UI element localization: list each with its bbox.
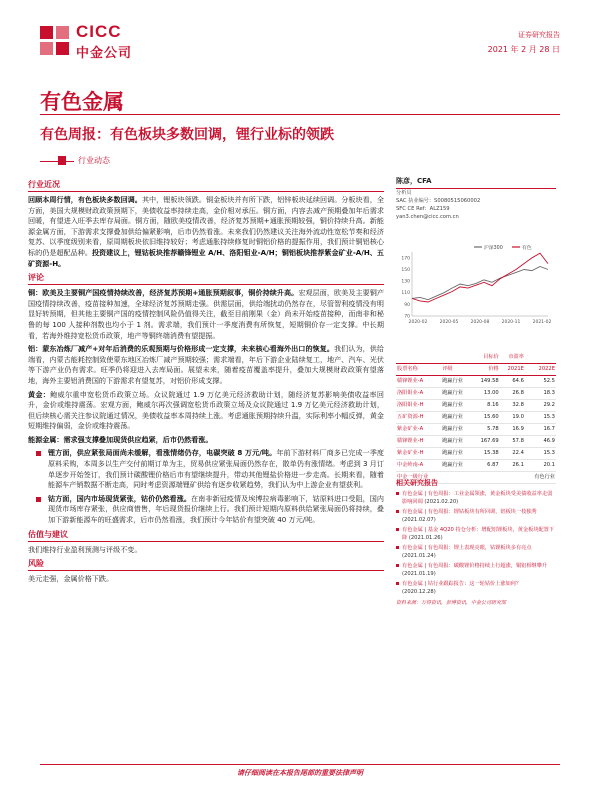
table-cell: 46.9 (525, 436, 556, 448)
analyst-block (396, 176, 556, 221)
table-cell: 6.87 (472, 460, 499, 472)
x-tick-label: 2020-02 (408, 320, 428, 325)
related-heading: 相关研究报告 (396, 479, 438, 487)
analyst-name: 陈彦，CFA (396, 176, 556, 189)
x-tick-label: 2020-11 (501, 320, 521, 325)
recent-paragraph: 回顾本周行情，有色板块多数回调。其中，锂板块领跌。铜金板块并有所下跌，铝锌板块延续回调。分板块看，全方面，美国大规模财政政策预期下，美债收益率持续走高，金价相对承压。铜方面，内容去减产预期叠加年后需求回暖，有望进入旺季去库存局面。铜方面，随欧美疫情改善，经济复苏预期+通胀预期较强，铜价持续升高。新能源金属方面，下游需求支撑叠加供给偏紧影响，后市仍然看涨。未来我们仍然建议关注海外流动性宽松节奏和经济复苏、以季度级别来看，原周期板块依旧维持较好；考虑通胀持续修复时铜铝价格的提振作用，我们预计铜铝核心标的仍是超配品种。投资建议上，锂钴板块推荐赣锋锂业 A/H、洛阳钼业-A/H；铜铝板块推荐紫金矿业-A/H、五矿资源-H。 (28, 195, 385, 268)
table-cell: 22.4 (500, 448, 525, 460)
table-row (396, 436, 556, 448)
y-tick-label: 130 (401, 279, 410, 285)
table-cell: 洛阳钼业-H (396, 400, 441, 412)
aluminum-paragraph: 铝：蒙东冶炼厂减产+对年后消费的乐观预期与价格形成一定支撑，未来核心看海外出口的恢复。我们认为，供给端看，内蒙古能耗控制致使蒙东地区冶炼厂减产预期较强；需求端看，年后下游企业陆续复工，地产、汽车、光伏等下游产业仍有需求。旺季仍将迎进入去库局面。展望未来，随着疫苗覆盖率提升，叠加大规模财政政策有望落地，海外主要铝消费国的下游需求有望复苏，对铝价形成支撑。 (28, 344, 384, 385)
table-cell: 评级 (441, 364, 472, 376)
index-performance-chart (396, 238, 556, 330)
chart-legend (474, 244, 532, 251)
legend-label: 有色 (522, 246, 532, 251)
table-row (396, 352, 556, 364)
table-cell: 15.3 (525, 448, 556, 460)
x-tick-label: 2020-05 (439, 320, 459, 325)
table-cell: 五矿资源-H (396, 412, 441, 424)
table-cell: 赣锋锂业-H (396, 436, 441, 448)
tag-label: 行业动态 (78, 156, 110, 165)
related-report-link[interactable]: 有色金属 | 有色周报：碳酸锂价格持续上行超涨，铜铝相继攀升 (2021.01.19) (396, 562, 556, 578)
table-cell: 26.8 (500, 388, 525, 400)
table-cell: 8.16 (472, 400, 499, 412)
table-row (396, 448, 556, 460)
table-cell: 中金一级行业 (396, 472, 441, 484)
table-cell: 64.6 (500, 376, 525, 388)
chart-lines (412, 253, 548, 302)
table-cell: 跑赢行业 (441, 388, 472, 400)
main-text-column (28, 176, 384, 588)
tag-line (66, 161, 74, 162)
table-cell: 16.7 (525, 424, 556, 436)
table-cell (396, 352, 441, 364)
sector-title: 有色金属 (40, 90, 124, 114)
table-cell: 紫金矿业-H (396, 448, 441, 460)
logo-mark (40, 26, 70, 56)
table-cell (525, 352, 556, 364)
table-cell: 紫金矿业-A (396, 424, 441, 436)
cicc-logo (40, 22, 160, 62)
table-cell: 跑赢行业 (441, 412, 472, 424)
energy-metal-heading: 能源金属：需求强支撑叠加现货供应趋紧，后市仍然看涨。 (28, 434, 213, 444)
table-row (396, 400, 556, 412)
table-cell (441, 352, 472, 364)
table-cell: 5.78 (472, 424, 499, 436)
table-cell: 13.00 (472, 388, 499, 400)
legend-label: 沪深300 (484, 246, 503, 251)
table-cell: 洛阳钼业-A (396, 388, 441, 400)
tag-line (40, 161, 58, 162)
table-row (396, 376, 556, 388)
table-cell: 跑赢行业 (441, 424, 472, 436)
table-cell: 15.38 (472, 448, 499, 460)
table-row (396, 424, 556, 436)
related-report-link[interactable]: 有色金属 | 基金 4Q20 持仓分析：增配铝锂板块，黄金板块配置下降 (2021.01.26) (396, 526, 556, 542)
table-cell: 18.3 (525, 388, 556, 400)
related-report-link[interactable]: 有色金属 | 有色周报：锂钴板块有所回调，铝板块一枝独秀 (2021.02.07) (396, 508, 556, 524)
y-tick-label: 170 (401, 256, 410, 262)
table-cell: 赣锋锂业-A (396, 376, 441, 388)
section-heading-comment: 评论 (28, 272, 384, 285)
copper-paragraph: 铜：欧美及主要铜产国疫情持续改善，经济复苏预期+通胀预期叙事，铜价持续升高。宏观层面，欧美及主要铜产国疫情持续改善，疫苗接种加速，全球经济复苏预期走强。供需层面，供给端扰动仍然存在，尽管智利疫情没有明显好转预期，但其他主要铜产国的疫情控制风险仍值得关注，截至目前刚果（金）尚未开始疫苗接种，而南非和秘鲁的每 100 人接种剂数也均小于 1 剂。需求端，我们预计一季度消费有所恢复，短期铜价存一定支撑。中长期看，若海外维持宽松货币政策，地产等铜终端消费有望提振。 (28, 288, 384, 340)
series-line (412, 253, 548, 302)
report-date: 2021 年 2 月 28 日 (487, 45, 560, 54)
logo-text-en: CICC (76, 22, 122, 41)
series-line (412, 267, 548, 300)
related-reports (396, 478, 556, 606)
related-report-link[interactable]: 有色金属 | 有色周报：工业金属领涨，黄金板块受美债收益率走弱影响回调 (2021.02.20) (396, 490, 556, 506)
table-cell: 19.0 (500, 412, 525, 424)
report-tag (40, 154, 560, 168)
y-tick-label: 110 (401, 291, 410, 297)
related-report-link[interactable]: 有色金属 | 有色周报：锂上表现亮眼，钴锂板块多有亮点 (2021.01.24) (396, 544, 556, 560)
footer-divider (40, 764, 560, 765)
table-row (396, 460, 556, 472)
analyst-sfc: SFC CE Ref：ALZ159 (396, 206, 450, 212)
table-cell: 有色行业 (525, 472, 556, 484)
logo-text-cn: 中金公司 (76, 46, 133, 61)
tag-marker (58, 156, 66, 165)
analyst-role: 分析员 (396, 190, 412, 196)
table-row (396, 388, 556, 400)
x-tick-label: 2020-08 (470, 320, 490, 325)
table-cell: 32.8 (500, 400, 525, 412)
report-title: 有色周报：有色板块多数回调，锂行业标的领跌 (40, 127, 334, 143)
table-cell: 26.1 (500, 460, 525, 472)
risk-paragraph: 美元走强，金属价格下跌。 (28, 574, 114, 584)
assist-analysts: 资料来源：万得资讯，彭博资讯，中金公司研究部 (396, 600, 507, 606)
lithium-paragraph: 锂方面，供应紧张局面尚未缓解，看涨情绪仍存，电碳突破 8 万元/吨。年前下游材料厂商多已完成一季度原料采购，本周多以生产交付前期订单为主，贸易供应紧张局面仍然存在，散单仍有涨情绪。考虑到 3 月订单逐步开始签订，我们预计碳酸锂价格后市有望继续提升，带动其他锂盐价格进一步走高。长期来看，随着能源车产销数据不断走高，同时考虑资源端锂矿供给有逐步收紧趋势，我们认为中上游企业有望获利。 (28, 448, 384, 490)
stock-rating-table (396, 352, 556, 484)
table-cell: 57.8 (500, 436, 525, 448)
table-cell: 167.69 (472, 436, 499, 448)
table-cell: 52.5 (525, 376, 556, 388)
table-cell: 目标价 (472, 352, 499, 364)
gold-paragraph: 黄金：鲍威尔重申宽松货币政策立场。众议院通过 1.9 万亿美元经济救助计划，随经济复苏影响美债收益率回升，金价或维持震荡。宏观方面，鲍威尔再次强调宽松货币政策立场及众议院通过 1.9 万亿美元经济救助计划，但后续核心需关注参议院通过情况，美债收益率本周持续上涨。考虑通胀预期持续升温，实际利率小幅反弹，黄金短期维持偏弱，金价或维持震荡。 (28, 389, 384, 431)
table-cell: 2022E (525, 364, 556, 376)
table-cell: 跑赢行业 (441, 448, 472, 460)
table-row (396, 364, 556, 376)
table-cell: 跑赢行业 (441, 460, 472, 472)
table-cell: 29.2 (525, 400, 556, 412)
legal-footer: 请仔细阅读在本报告尾部的重要法律声明 (237, 769, 363, 777)
x-tick-label: 2021-02 (532, 320, 552, 325)
cobalt-paragraph: 钴方面，国内市场现货紧张，钴价仍然看涨。在南非新冠疫情及埃博拉病毒影响下，钴原料进口受阻，国内现货市场库存紧张，供应商惜售，年后现货报价继续上行。我们预计短期内原料供给紧张局面仍将持续，叠加下游新能源车的旺盛需求，后市仍然看涨，我们预计今年钴价有望突破 40 万元/吨。 (28, 494, 384, 526)
table-cell: 149.58 (472, 376, 499, 388)
section-heading-valuation: 估值与建议 (28, 529, 384, 542)
title-divider (40, 114, 560, 115)
table-cell: 15.3 (525, 412, 556, 424)
table-cell: 16.9 (500, 424, 525, 436)
table-cell: 跑赢行业 (441, 436, 472, 448)
table-cell: 市盈率 (500, 352, 525, 364)
table-cell: 价格 (472, 364, 499, 376)
table-cell: 20.1 (525, 460, 556, 472)
chart-axes (401, 252, 551, 325)
report-type: 证券研究报告 (518, 31, 560, 39)
table-cell: 2021E (500, 364, 525, 376)
section-heading-risk: 风险 (28, 558, 384, 571)
table-cell: 跑赢行业 (441, 400, 472, 412)
section-heading-recent: 行业近况 (28, 179, 384, 192)
table-cell: 中金岭南-A (396, 460, 441, 472)
y-tick-label: 90 (404, 302, 410, 308)
table-row (396, 412, 556, 424)
y-tick-label: 70 (404, 314, 410, 320)
related-report-link[interactable]: 有色金属 | 钴行业跟踪报告：这一轮钴价上涨如何？ (2020.12.28) (396, 580, 556, 596)
table-cell: 股票名称 (396, 364, 441, 376)
y-tick-label: 150 (401, 267, 410, 273)
table-cell: 跑赢行业 (441, 376, 472, 388)
analyst-email[interactable]: yan3.chen@cicc.com.cn (396, 214, 459, 220)
table-cell: 15.60 (472, 412, 499, 424)
valuation-paragraph: 我们维持行业盈利预测与评级不变。 (28, 544, 142, 554)
analyst-sac: SAC 执业编号：S0080515060002 (396, 198, 481, 204)
